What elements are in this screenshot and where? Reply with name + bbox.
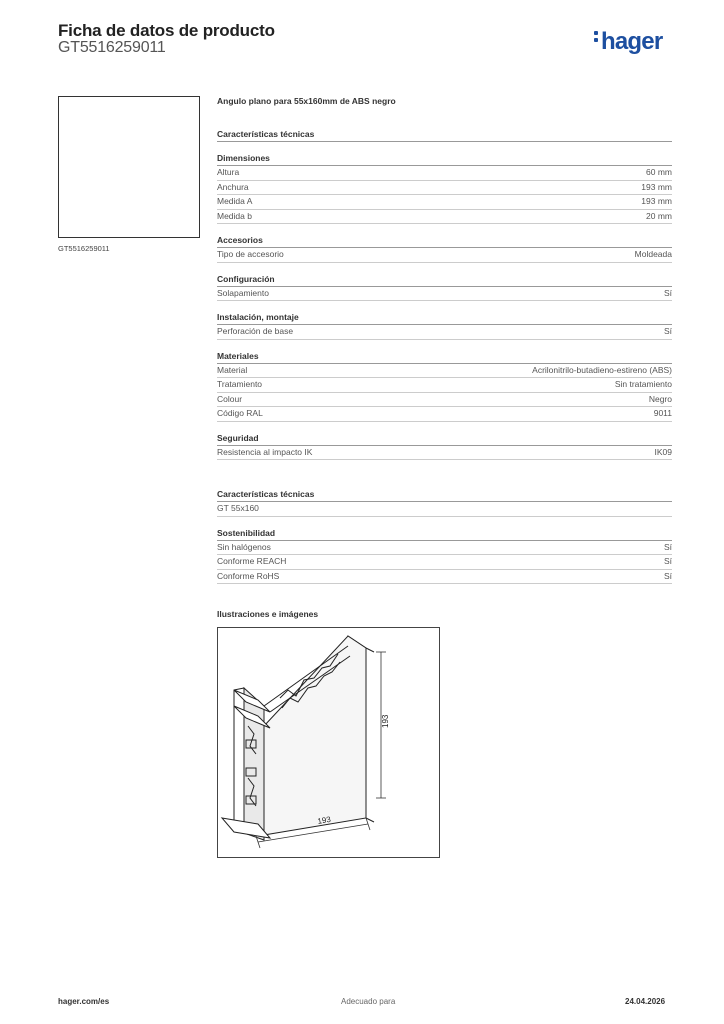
product-code: GT5516259011 xyxy=(58,39,166,56)
section-title: Materiales xyxy=(217,351,672,364)
spec-label: Solapamiento xyxy=(217,287,269,298)
logo-dots-icon xyxy=(594,31,599,45)
spec-row xyxy=(217,287,672,302)
illustrations-title: Ilustraciones e imágenes xyxy=(217,609,319,619)
section-title: Sostenibilidad xyxy=(217,528,672,541)
spec-value: Sí xyxy=(663,556,672,566)
spec-section xyxy=(217,312,672,340)
dimension-height-label: 193 xyxy=(381,714,390,728)
spec-value: 20 mm xyxy=(646,210,672,221)
hager-logo xyxy=(594,28,662,56)
product-thumbnail xyxy=(58,96,200,238)
section-title: Configuración xyxy=(217,274,672,287)
spec-value: Sin tratamiento xyxy=(614,379,672,389)
spec-row xyxy=(217,555,672,570)
spec-row xyxy=(217,248,672,263)
spec-label: Conforme RoHS xyxy=(217,570,280,581)
footer-website[interactable]: hager.com/es xyxy=(58,997,110,1006)
spec-value: 60 mm xyxy=(646,167,672,177)
spec-value: Sí xyxy=(663,541,672,552)
spec-value: 193 mm xyxy=(641,181,672,192)
spec-label: Material xyxy=(217,364,248,375)
product-title: Angulo plano para 55x160mm de ABS negro xyxy=(217,96,396,106)
spec-label: Medida b xyxy=(217,210,252,221)
spec-row xyxy=(217,325,672,340)
spec-label: Resistencia al impacto IK xyxy=(217,446,313,457)
document-title: Ficha de datos de producto xyxy=(58,21,275,40)
spec-section xyxy=(217,489,672,517)
spec-value: IK09 xyxy=(654,446,672,457)
section-title: Características técnicas xyxy=(217,489,672,502)
technical-drawing xyxy=(217,627,440,858)
spec-label: Medida A xyxy=(217,196,253,206)
angle-drawing-icon xyxy=(218,628,439,857)
spec-row xyxy=(217,393,672,408)
spec-section xyxy=(217,235,672,263)
spec-row xyxy=(217,195,672,210)
spec-label: Conforme REACH xyxy=(217,556,287,566)
section-title: Accesorios xyxy=(217,235,672,248)
spec-section xyxy=(217,351,672,422)
spec-label: Perforación de base xyxy=(217,326,294,336)
spec-value: Sí xyxy=(663,326,672,336)
spec-label: Altura xyxy=(217,167,240,177)
spec-value: Sí xyxy=(663,570,672,581)
spec-label: Tratamiento xyxy=(217,379,263,389)
spec-value: 9011 xyxy=(653,408,672,418)
footer-note: Adecuado para xyxy=(341,997,396,1006)
section-title: Características técnicas xyxy=(217,129,672,142)
spec-row xyxy=(217,364,672,379)
spec-row xyxy=(217,407,672,422)
spec-section xyxy=(217,153,672,224)
spec-value: Sí xyxy=(663,287,672,298)
spec-section xyxy=(217,433,672,461)
section-title: Seguridad xyxy=(217,433,672,446)
spec-section xyxy=(217,274,672,302)
spec-row xyxy=(217,210,672,225)
spec-sheet xyxy=(217,96,672,595)
spec-section xyxy=(217,129,672,142)
dimension-width-label: 193 xyxy=(316,814,332,826)
spec-label: Código RAL xyxy=(217,408,263,418)
spec-sections xyxy=(217,129,672,460)
spec-label: GT 55x160 xyxy=(217,503,259,513)
spec-value: 193 mm xyxy=(641,196,672,206)
section-title: Dimensiones xyxy=(217,153,672,166)
section-title: Instalación, montaje xyxy=(217,312,672,325)
spec-row xyxy=(217,166,672,181)
thumbnail-caption: GT5516259011 xyxy=(58,244,110,253)
footer-date: 24.04.2026 xyxy=(625,997,666,1006)
spec-value: Acrilonitrilo-butadieno-estireno (ABS) xyxy=(532,364,672,375)
spec-label: Anchura xyxy=(217,181,249,192)
logo-text: hager xyxy=(601,28,663,55)
spec-row xyxy=(217,541,672,556)
spec-value: Negro xyxy=(648,393,672,404)
spec-sections-secondary xyxy=(217,489,672,584)
spec-value: Moldeada xyxy=(634,249,672,259)
spec-label: Sin halógenos xyxy=(217,541,271,552)
spec-label: Tipo de accesorio xyxy=(217,249,284,259)
spec-row xyxy=(217,446,672,461)
spec-row xyxy=(217,181,672,196)
spec-row xyxy=(217,570,672,585)
spec-row xyxy=(217,378,672,393)
spec-section xyxy=(217,528,672,585)
spec-row xyxy=(217,502,672,517)
spec-label: Colour xyxy=(217,393,243,404)
